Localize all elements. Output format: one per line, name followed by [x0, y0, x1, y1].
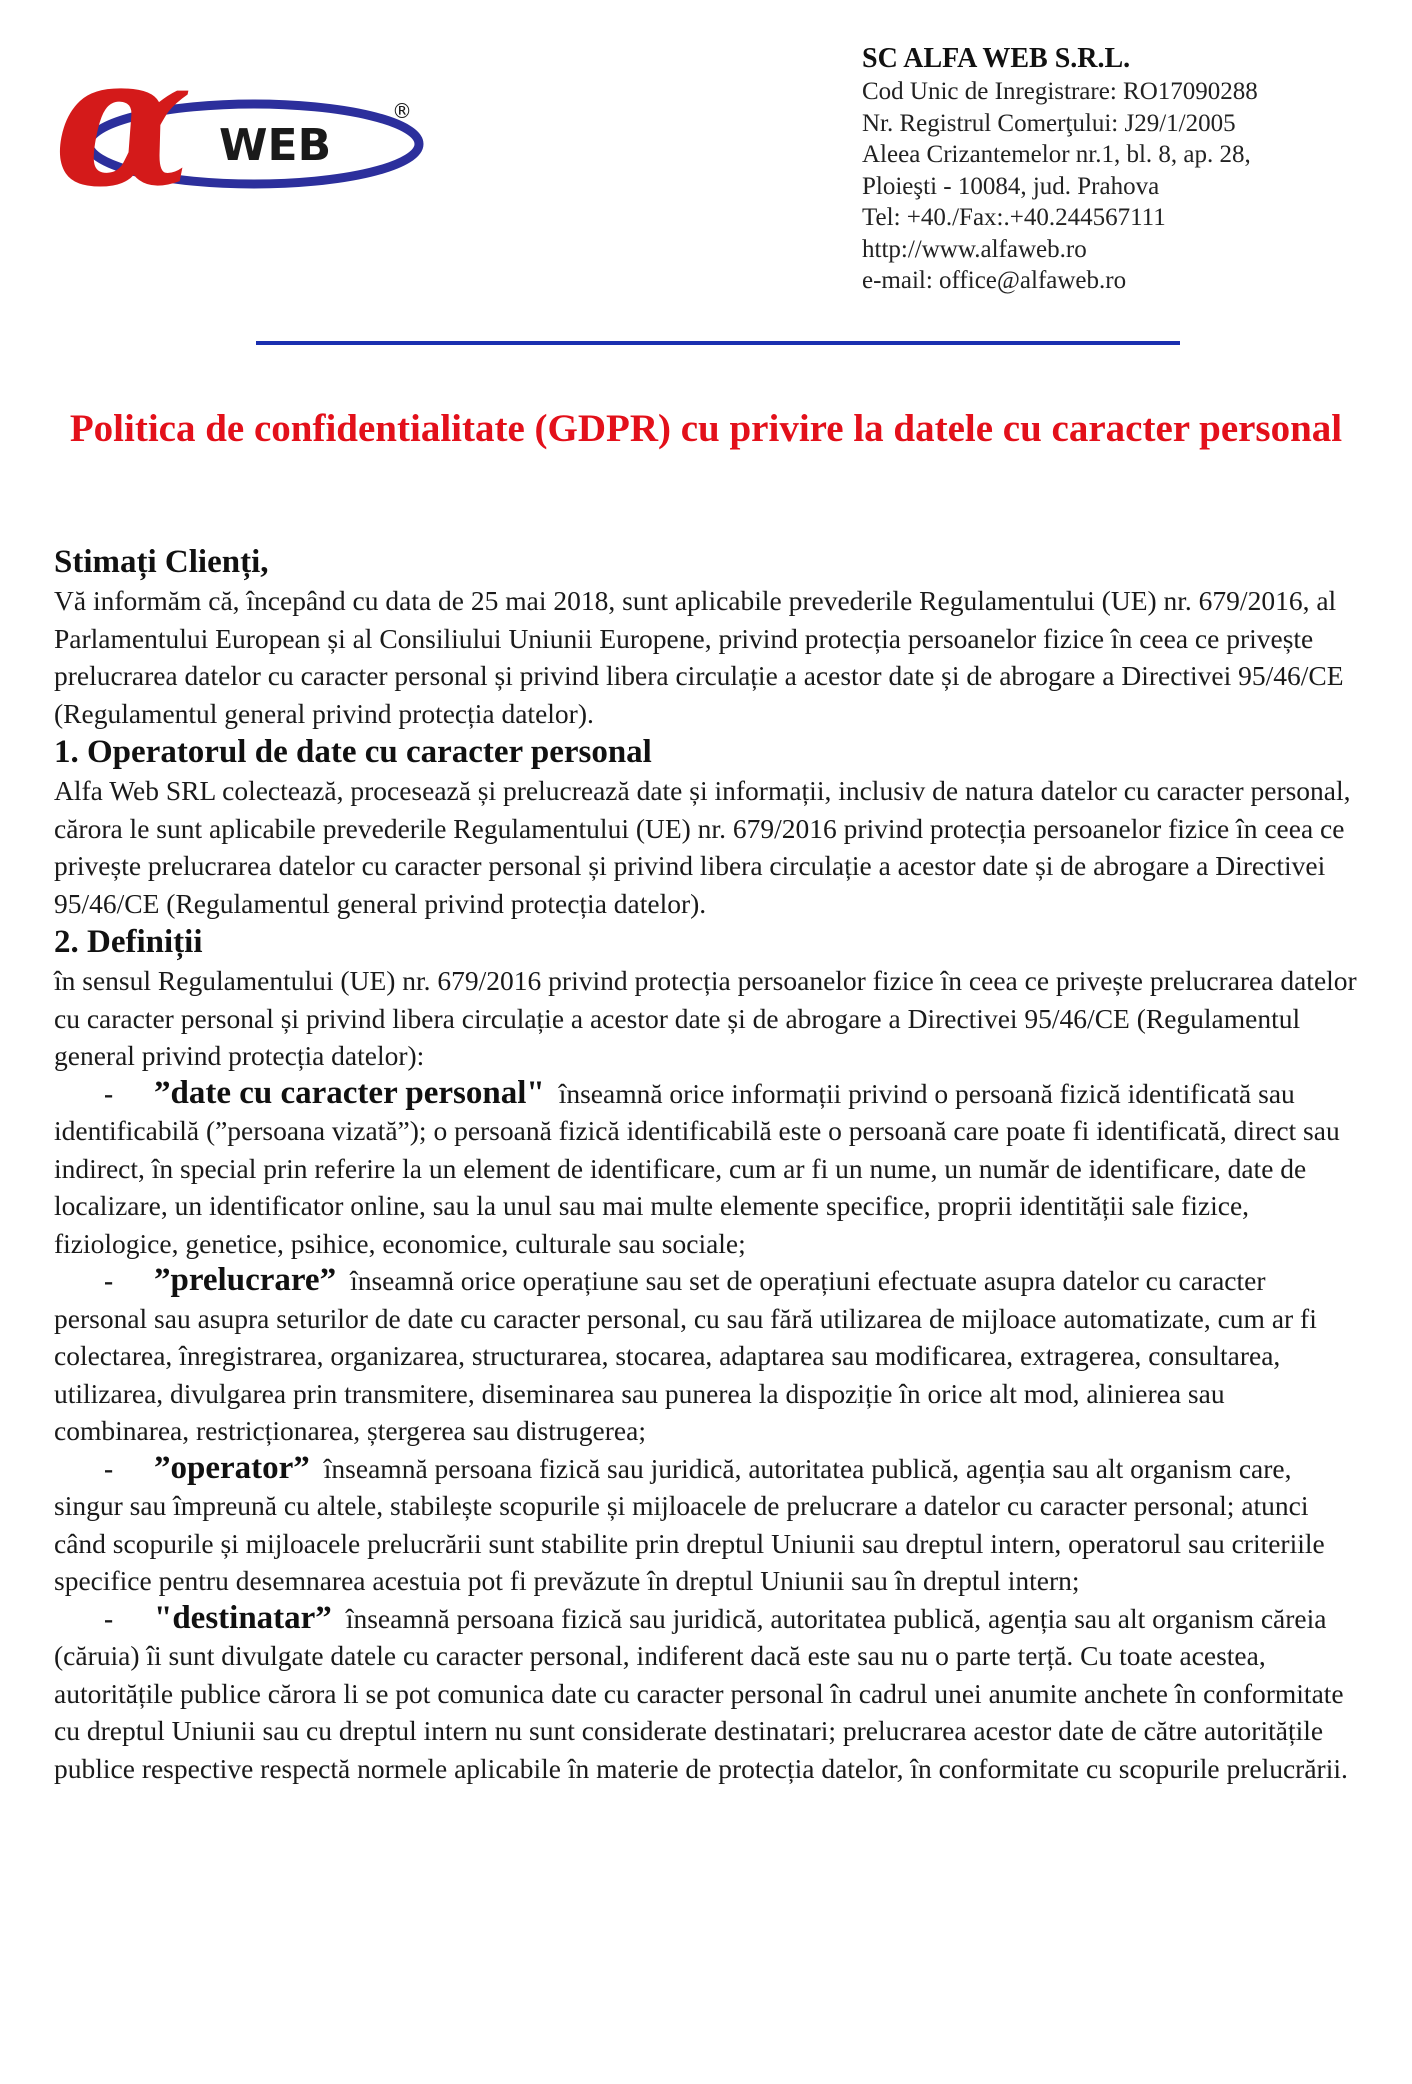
company-name: SC ALFA WEB S.R.L.	[862, 43, 1131, 74]
definition-item	[54, 1262, 1364, 1450]
company-email-link[interactable]: e-mail: office@alfaweb.ro	[862, 267, 1127, 294]
company-address-line1: Aleea Crizantemelor nr.1, bl. 8, ap. 28,	[862, 141, 1251, 168]
document-body	[54, 542, 1364, 1787]
logo-alpha: α	[54, 44, 193, 194]
company-registration-code: Cod Unic de Inregistrare: RO17090288	[862, 78, 1258, 105]
section2-intro: în sensul Regulamentului (UE) nr. 679/2016 privind protecția persoanelor fizice în ceea ce privește prelucrarea datelor cu caracter personal și privind libera circulație a acestor date și de abrogare a Directivei 95/46/CE (Regulamentul general privind protecția datelor):	[54, 965, 1357, 1071]
company-address-line2: Ploieşti - 10084, jud. Prahova	[862, 172, 1160, 200]
list-dash: -	[104, 1452, 114, 1484]
alfa-web-logo	[54, 44, 424, 194]
definition-text: înseamnă orice operațiune sau set de operațiuni efectuate asupra datelor cu caracter personal sau asupra seturilor de date cu caracter personal, cu sau fără utilizarea de mijloace automatizate, cum ar fi colectarea, înregistrarea, organizarea, structurarea, stocarea, adaptarea sau modificarea, extragerea, consultarea, utilizarea, divulgarea prin transmitere, diseminarea sau punerea la dispoziție în orice alt mod, alinierea sau combinarea, restricționarea, ștergerea sau distrugerea;	[54, 1265, 1317, 1446]
logo-web-text: WEB	[219, 120, 332, 171]
company-website-link[interactable]: http://www.alfaweb.ro	[862, 235, 1087, 263]
company-trade-register: Nr. Registrul Comerţului: J29/1/2005	[862, 109, 1236, 137]
definition-text: înseamnă persoana fizică sau juridică, autoritatea publică, agenția sau alt organism căreia (căruia) îi sunt divulgate datele cu caracter personal, indiferent dacă este sau nu o parte terță. Cu toate acestea, autoritățile publice cărora li se pot comunica date cu caracter personal în cadrul unei anumite anchete în conformitate cu dreptul Uniunii sau cu dreptul intern nu sunt considerate destinatari; prelucrarea acestor date de către autoritățile publice respective respectă normele aplicabile în materie de protecția datelor, în conformitate cu scopurile prelucrării.	[54, 1602, 1348, 1784]
intro-paragraph: Vă informăm că, începând cu data de 25 mai 2018, sunt aplicabile prevederile Regulamentului (UE) nr. 679/2016, al Parlamentului European și al Consiliului Uniunii Europene, privind protecția persoanelor fizice în ceea ce privește prelucrarea datelor cu caracter personal și privind libera circulație a acestor date și de abrogare a Directivei 95/46/CE (Regulamentul general privind protecția datelor).	[54, 585, 1344, 729]
header-divider	[256, 341, 1180, 345]
definition-term: "destinatar”	[154, 1599, 332, 1636]
definition-item	[54, 1600, 1364, 1788]
logo-registered-mark: ®	[392, 99, 412, 123]
section1-heading: 1. Operatorul de date cu caracter personal	[54, 734, 652, 770]
list-dash: -	[104, 1265, 114, 1296]
list-dash: -	[104, 1602, 114, 1634]
definition-item	[54, 1450, 1364, 1600]
list-dash: -	[104, 1077, 114, 1109]
definition-term: ”prelucrare”	[154, 1262, 337, 1298]
document-title: Politica de confidentialitate (GDPR) cu privire la datele cu caracter personal	[69, 407, 1343, 450]
section1-paragraph: Alfa Web SRL colectează, procesează și prelucrează date și informații, inclusiv de natura datelor cu caracter personal, cărora le sunt aplicabile prevederile Regulamentului (UE) nr. 679/2016 privind protecția persoanelor fizice în ceea ce privește prelucrarea datelor cu caracter personal și privind libera circulație a acestor date și de abrogare a Directivei 95/46/CE (Regulamentul general privind protecția datelor).	[54, 775, 1351, 919]
definition-text: înseamnă persoana fizică sau juridică, autoritatea publică, agenția sau alt organism care, singur sau împreună cu altele, stabilește scopurile și mijloacele de prelucrare a datelor cu caracter personal; atunci când scopurile și mijloacele prelucrării sunt stabilite prin dreptul Uniunii sau dreptul intern, operatorul sau criteriile specifice pentru desemnarea acestuia pot fi prevăzute în dreptul Uniunii sau în dreptul intern;	[54, 1452, 1325, 1596]
definition-text: înseamnă orice informații privind o persoană fizică identificată sau identificabilă (”persoana vizată”); o persoană fizică identificabilă este o persoană care poate fi identificată, direct sau indirect, în special prin referire la un element de identificare, cum ar fi un nume, un număr de identificare, date de localizare, un identificator online, sau la unul sau mai multe elemente specifice, proprii identității sale fizice, fiziologice, genetice, psihice, economice, culturale sau sociale;	[54, 1077, 1340, 1259]
company-phone-fax: Tel: +40./Fax:.+40.244567111	[862, 204, 1166, 231]
definition-term: ”operator”	[154, 1449, 310, 1486]
greeting-heading: Stimați Clienți,	[54, 544, 269, 580]
definition-item	[54, 1075, 1364, 1263]
company-info	[862, 42, 1382, 297]
definition-term: ”date cu caracter personal"	[154, 1074, 545, 1111]
section2-heading: 2. Definiții	[54, 924, 203, 960]
